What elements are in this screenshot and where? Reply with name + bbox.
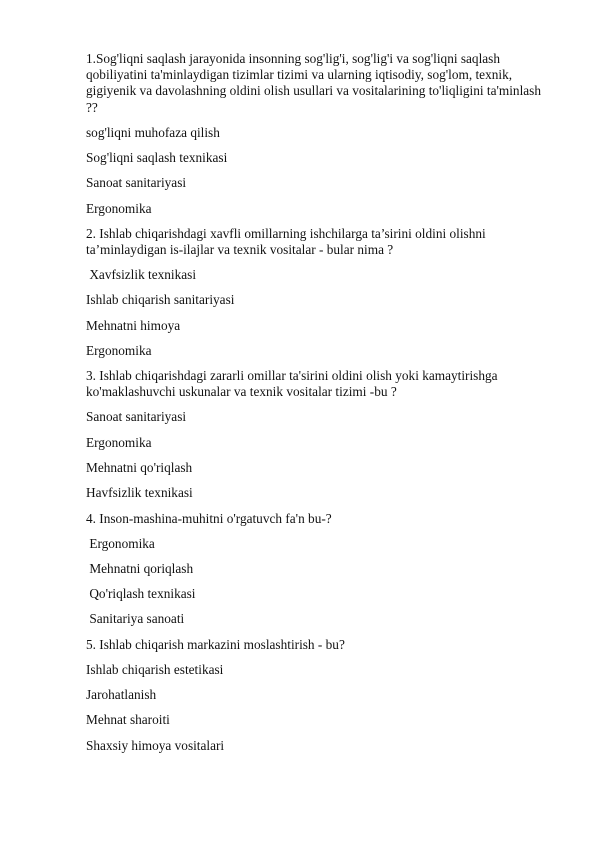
answer-option: Xavfsizlik texnikasi — [86, 267, 197, 282]
answer-option: Ergonomika — [86, 342, 152, 358]
answer-option: Ergonomika — [86, 535, 155, 551]
answer-option: Qo'riqlash texnikasi — [86, 586, 196, 602]
answer-option: Mehnatni qoriqlash — [86, 560, 194, 576]
answer-option: Ergonomika — [86, 200, 152, 216]
question-block-5 — [86, 637, 556, 754]
question-block-2 — [86, 226, 556, 359]
answer-option: Jarohatlanish — [86, 687, 157, 703]
question-text: 2. Ishlab chiqarishdagi xavfli omillarning ishchilarga ta’sirini oldini olishni ta’minlaydigan is-ilajlar va texnik vositalar - bular nima ? — [86, 225, 486, 257]
question-text: 3. Ishlab chiqarishdagi zararli omillar ta'sirini oldini olish yoki kamaytirishga ko'maklashuvchi uskunalar va texnik vositalar tizimi -bu ? — [86, 368, 498, 400]
question-block-3 — [86, 368, 556, 501]
answer-option: Mehnatni qo'riqlash — [86, 459, 193, 475]
answer-option: Mehnatni himoya — [86, 317, 181, 333]
document-body — [86, 51, 556, 763]
answer-option: Mehnat sharoiti — [86, 712, 170, 728]
answer-option: Sanoat sanitariyasi — [86, 409, 187, 425]
answer-option: Sanitariya sanoati — [86, 611, 185, 627]
question-block-4 — [86, 511, 556, 628]
answer-option: Ishlab chiqarish estetikasi — [86, 661, 224, 677]
answer-option: Ergonomika — [86, 434, 152, 450]
answer-option: Ishlab chiqarish sanitariyasi — [86, 292, 235, 308]
answer-option: Sanoat sanitariyasi — [86, 175, 187, 191]
answer-option: Sog'liqni saqlash texnikasi — [86, 149, 228, 165]
answer-option: Havfsizlik texnikasi — [86, 485, 193, 501]
answer-option: Shaxsiy himoya vositalari — [86, 737, 225, 753]
answer-option: sog'liqni muhofaza qilish — [86, 124, 220, 140]
question-text: 1.Sog'liqni saqlash jarayonida insonning sog'lig'i, sog'lig'i va sog'liqni saqlash qobiliyatini ta'minlaydigan tizimlar tizimi va ularning iqtisodiy, sog'lom, texnik, gigiyenik va davolashning oldini olish usullari va vositalarining to'liqligini ta'minlash ?? — [86, 51, 541, 115]
question-text: 5. Ishlab chiqarish markazini moslashtirish - bu? — [86, 636, 345, 652]
question-block-1 — [86, 51, 556, 217]
question-text: 4. Inson-mashina-muhitni o'rgatuvch fa'n bu-? — [86, 510, 332, 526]
